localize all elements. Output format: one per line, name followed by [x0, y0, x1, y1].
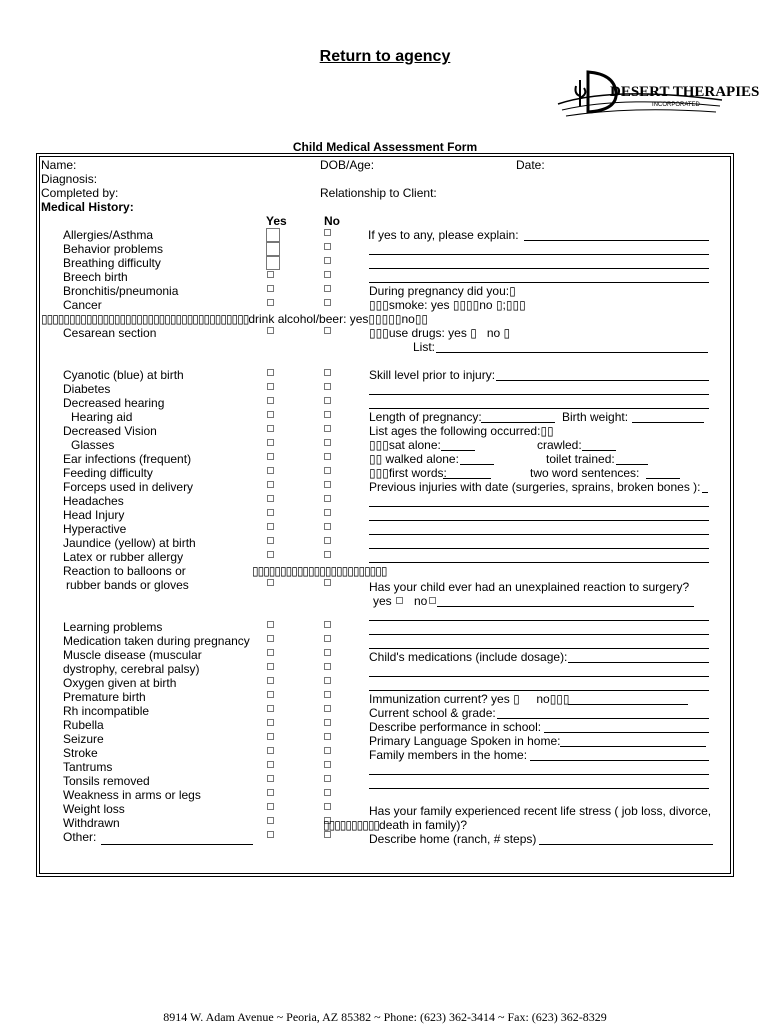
- medical-history-item: Bronchitis/pneumonia: [63, 284, 179, 298]
- no-checkbox[interactable]: [324, 383, 331, 390]
- other-input-line[interactable]: [101, 844, 253, 845]
- medical-history-item: Ear infections (frequent): [63, 452, 192, 466]
- yes-checkbox[interactable]: [267, 397, 274, 404]
- length-pregnancy-line[interactable]: [481, 422, 555, 423]
- no-checkbox[interactable]: [324, 663, 331, 670]
- medications-line[interactable]: [568, 662, 709, 663]
- no-checkbox[interactable]: [324, 299, 331, 306]
- injuries-line[interactable]: [369, 534, 709, 535]
- yes-checkbox[interactable]: [267, 691, 274, 698]
- first-words-label: ▯▯▯first words:: [369, 466, 447, 480]
- alcohol-label: drink alcohol/beer: yes: [248, 312, 369, 326]
- medical-history-item: Premature birth: [63, 690, 146, 704]
- date-label: Date:: [516, 158, 545, 172]
- yes-checkbox[interactable]: [267, 551, 274, 558]
- language-label: Primary Language Spoken in home:: [369, 734, 561, 748]
- no-checkbox[interactable]: [324, 719, 331, 726]
- medical-history-item: Weakness in arms or legs: [63, 788, 201, 802]
- no-checkbox[interactable]: [324, 803, 331, 810]
- no-checkbox[interactable]: [324, 495, 331, 502]
- skill-level-label: Skill level prior to injury:: [369, 368, 496, 382]
- no-checkbox[interactable]: [324, 831, 331, 838]
- no-checkbox[interactable]: [324, 621, 331, 628]
- page-title: Return to agency: [319, 48, 451, 65]
- no-checkbox[interactable]: [324, 271, 331, 278]
- immunization-line[interactable]: [568, 704, 688, 705]
- yes-checkbox[interactable]: [267, 663, 274, 670]
- explain-line[interactable]: [369, 254, 709, 255]
- no-checkbox[interactable]: [324, 537, 331, 544]
- medical-history-item: Tantrums: [63, 760, 113, 774]
- pregnancy-label: During pregnancy did you:▯: [369, 284, 516, 298]
- yes-checkbox[interactable]: [267, 285, 274, 292]
- two-word-line[interactable]: [646, 478, 680, 479]
- medical-history-item: Headaches: [63, 494, 124, 508]
- list-ages-label: List ages the following occurred:▯▯: [369, 424, 554, 438]
- logo-text: DESERT THERAPIES: [610, 84, 760, 100]
- medical-history-item: Cyanotic (blue) at birth: [63, 368, 184, 382]
- crawled-line[interactable]: [582, 450, 616, 451]
- medical-history-item: Cesarean section: [63, 326, 157, 340]
- no-checkbox[interactable]: [324, 257, 331, 264]
- no-checkbox[interactable]: [324, 467, 331, 474]
- medical-history-heading: Medical History:: [41, 200, 134, 214]
- no-checkbox[interactable]: [324, 229, 331, 236]
- garbled-glyphs: ▯▯▯▯▯▯▯▯▯▯▯▯▯▯▯▯▯▯▯▯▯▯▯▯▯▯▯▯▯▯▯▯▯▯▯▯▯: [41, 312, 249, 326]
- sat-alone-label: ▯▯▯sat alone:: [369, 438, 441, 452]
- two-word-label: two word sentences:: [530, 466, 640, 480]
- yes-checkbox[interactable]: [267, 411, 274, 418]
- yes-checkbox[interactable]: [267, 705, 274, 712]
- yes-checkbox[interactable]: [267, 481, 274, 488]
- yes-checkbox[interactable]: [267, 327, 274, 334]
- surgery-explain-line[interactable]: [437, 606, 694, 607]
- immunization-label: Immunization current? yes ▯ no▯▯▯: [369, 692, 570, 706]
- medical-history-item: Hyperactive: [63, 522, 127, 536]
- medical-history-item: Breech birth: [63, 270, 128, 284]
- yes-checkbox[interactable]: [267, 271, 274, 278]
- no-checkbox[interactable]: [324, 747, 331, 754]
- explain-line[interactable]: [369, 282, 709, 283]
- no-checkbox[interactable]: [324, 425, 331, 432]
- injuries-line[interactable]: [369, 506, 709, 507]
- birth-weight-label: Birth weight:: [562, 410, 629, 424]
- no-column-header: No: [324, 214, 340, 228]
- smoke-question: ▯▯▯smoke: yes ▯▯▯▯no ▯;▯▯▯: [369, 298, 526, 312]
- medical-history-item: Decreased hearing: [63, 396, 165, 410]
- yes-checkbox[interactable]: [267, 509, 274, 516]
- no-checkbox[interactable]: [324, 635, 331, 642]
- crawled-label: crawled:: [537, 438, 582, 452]
- medical-history-item: Forceps used in delivery: [63, 480, 194, 494]
- yes-checkbox[interactable]: [267, 817, 274, 824]
- yes-checkbox[interactable]: [267, 467, 274, 474]
- medical-history-item: Reaction to balloons or: [63, 564, 186, 578]
- toilet-trained-line[interactable]: [616, 464, 648, 465]
- no-checkbox[interactable]: [324, 775, 331, 782]
- medical-history-item: Latex or rubber allergy: [63, 550, 184, 564]
- medical-history-item: Weight loss: [63, 802, 125, 816]
- alcohol-question: ▯▯▯▯▯▯▯▯▯▯▯▯▯▯▯▯▯▯▯▯▯▯▯▯▯▯▯▯▯▯▯▯▯▯▯▯▯drink alcohol/beer: yes▯▯▯▯▯no▯▯: [41, 312, 429, 326]
- injuries-line[interactable]: [369, 562, 709, 563]
- logo-cactus: [576, 80, 586, 106]
- life-stress-label: Has your family experienced recent life stress ( job loss, divorce,: [369, 804, 712, 818]
- surgery-explain-line[interactable]: [369, 648, 709, 649]
- medical-history-item: Head Injury: [63, 508, 125, 522]
- injuries-line[interactable]: [369, 548, 709, 549]
- medical-history-item: Stroke: [63, 746, 98, 760]
- no-checkbox[interactable]: [324, 705, 331, 712]
- yes-column-header: Yes: [266, 214, 287, 228]
- relationship-label: Relationship to Client:: [320, 186, 437, 200]
- medical-history-item: Breathing difficulty: [63, 256, 161, 270]
- describe-home-label: Describe home (ranch, # steps): [369, 832, 537, 846]
- school-grade-line[interactable]: [497, 718, 709, 719]
- no-checkbox[interactable]: [324, 551, 331, 558]
- medical-history-item: Feeding difficulty: [63, 466, 153, 480]
- skill-line[interactable]: [369, 408, 709, 409]
- yes-checkbox[interactable]: [267, 495, 274, 502]
- medications-label: Child's medications (include dosage):: [369, 650, 568, 664]
- medical-history-item: Rh incompatible: [63, 704, 150, 718]
- footer-address: 8914 W. Adam Avenue ~ Peoria, AZ 85382 ~ Phone: (623) 362-3414 ~ Fax: (623) 362-8329: [163, 1010, 607, 1024]
- medical-history-item: rubber bands or gloves: [66, 578, 189, 592]
- medical-history-item: Other:: [63, 830, 97, 844]
- injuries-line[interactable]: [702, 492, 708, 493]
- yes-checkbox[interactable]: [267, 439, 274, 446]
- walked-alone-label: ▯▯ walked alone:: [369, 452, 459, 466]
- surgery-reaction-label: Has your child ever had an unexplained reaction to surgery?: [369, 580, 690, 594]
- yes-checkbox[interactable]: [267, 453, 274, 460]
- medications-line[interactable]: [369, 676, 709, 677]
- no-checkbox[interactable]: [324, 649, 331, 656]
- yes-checkbox[interactable]: [267, 621, 274, 628]
- no-checkbox[interactable]: [324, 411, 331, 418]
- family-members-line[interactable]: [369, 774, 709, 775]
- no-checkbox[interactable]: [324, 789, 331, 796]
- previous-injuries-label: Previous injuries with date (surgeries, sprains, broken bones ):: [369, 480, 701, 494]
- medical-history-item: Rubella: [63, 718, 104, 732]
- no-checkbox[interactable]: [324, 579, 331, 586]
- medical-history-item: Glasses: [71, 438, 115, 452]
- school-performance-label: Describe performance in school:: [369, 720, 542, 734]
- family-members-label: Family members in the home:: [369, 748, 528, 762]
- toilet-trained-label: toilet trained:: [546, 452, 615, 466]
- yes-checkbox[interactable]: [267, 677, 274, 684]
- medical-history-item: Diabetes: [63, 382, 111, 396]
- sat-alone-line[interactable]: [441, 450, 475, 451]
- company-logo: [552, 66, 760, 124]
- medical-history-item: dystrophy, cerebral palsy): [63, 662, 200, 676]
- medical-history-item: Medication taken during pregnancy: [63, 634, 250, 648]
- name-label: Name:: [41, 158, 77, 172]
- yes-checkbox[interactable]: [267, 789, 274, 796]
- completed-by-label: Completed by:: [41, 186, 119, 200]
- school-grade-label: Current school & grade:: [369, 706, 496, 720]
- form-title: Child Medical Assessment Form: [292, 140, 478, 154]
- yes-checkbox[interactable]: [267, 523, 274, 530]
- yes-checkbox[interactable]: [267, 635, 274, 642]
- injuries-line[interactable]: [369, 520, 709, 521]
- skill-line[interactable]: [496, 380, 709, 381]
- surgery-explain-line[interactable]: [369, 634, 709, 635]
- surgery-yes-checkbox[interactable]: [396, 597, 403, 604]
- logo-subtext: INCORPORATED: [652, 102, 700, 108]
- describe-home-line[interactable]: [539, 844, 713, 845]
- no-checkbox[interactable]: [324, 677, 331, 684]
- diagnosis-label: Diagnosis:: [41, 172, 98, 186]
- yes-checkbox[interactable]: [267, 803, 274, 810]
- no-checkbox[interactable]: [324, 397, 331, 404]
- yes-checkbox[interactable]: [267, 537, 274, 544]
- surgery-yes-label: yes: [373, 594, 392, 608]
- explain-line[interactable]: [369, 268, 709, 269]
- no-checkbox[interactable]: [324, 761, 331, 768]
- no-checkbox[interactable]: [324, 243, 331, 250]
- no-checkbox[interactable]: [324, 509, 331, 516]
- walked-alone-line[interactable]: [460, 464, 494, 465]
- medical-history-item: Muscle disease (muscular: [63, 648, 202, 662]
- dob-age-label: DOB/Age:: [320, 158, 375, 172]
- garbled-glyphs: ▯▯▯▯▯▯▯▯▯▯▯▯▯▯▯▯▯▯▯▯▯▯▯▯: [252, 564, 387, 578]
- family-members-line[interactable]: [369, 788, 709, 789]
- family-members-line[interactable]: [530, 760, 709, 761]
- medications-line[interactable]: [369, 690, 709, 691]
- medical-history-item: Hearing aid: [71, 410, 133, 424]
- birth-weight-line[interactable]: [632, 422, 704, 423]
- yes-checkbox[interactable]: [267, 775, 274, 782]
- yes-checkbox[interactable]: [267, 761, 274, 768]
- yes-checkbox[interactable]: [267, 831, 274, 838]
- no-checkbox[interactable]: [324, 439, 331, 446]
- no-checkbox[interactable]: [324, 733, 331, 740]
- medical-history-item: Allergies/Asthma: [63, 228, 154, 242]
- medical-history-item: Oxygen given at birth: [63, 676, 177, 690]
- medical-history-item: Cancer: [63, 298, 102, 312]
- surgery-no-label: no: [414, 594, 428, 608]
- yes-checkbox[interactable]: [267, 747, 274, 754]
- length-pregnancy-label: Length of pregnancy:: [369, 410, 482, 424]
- medical-history-item: Behavior problems: [63, 242, 164, 256]
- alcohol-no-label: no: [401, 312, 415, 326]
- medical-history-item: Learning problems: [63, 620, 163, 634]
- surgery-explain-line[interactable]: [369, 620, 709, 621]
- drugs-question: ▯▯▯use drugs: yes ▯ no ▯: [369, 326, 511, 340]
- medical-history-item: Tonsils removed: [63, 774, 150, 788]
- skill-line[interactable]: [369, 394, 709, 395]
- explain-line[interactable]: [524, 240, 709, 241]
- medical-history-item: Jaundice (yellow) at birth: [63, 536, 196, 550]
- medical-history-item: Decreased Vision: [63, 424, 157, 438]
- yes-checkbox[interactable]: [267, 299, 274, 306]
- yes-checkbox[interactable]: [266, 228, 280, 242]
- medical-history-item: Seizure: [63, 732, 104, 746]
- first-words-line[interactable]: [443, 478, 491, 479]
- surgery-no-checkbox[interactable]: [429, 597, 436, 604]
- no-checkbox[interactable]: [324, 285, 331, 292]
- list-label: List:: [413, 340, 436, 354]
- no-checkbox[interactable]: [324, 327, 331, 334]
- yes-checkbox[interactable]: [267, 719, 274, 726]
- no-checkbox[interactable]: [324, 523, 331, 530]
- yes-checkbox[interactable]: [267, 733, 274, 740]
- no-checkbox[interactable]: [324, 481, 331, 488]
- no-checkbox[interactable]: [324, 369, 331, 376]
- yes-checkbox[interactable]: [267, 579, 274, 586]
- yes-checkbox[interactable]: [267, 425, 274, 432]
- death-in-family-label: ▯▯▯▯▯▯▯▯▯▯death in family)?: [323, 818, 468, 832]
- school-performance-line[interactable]: [544, 732, 709, 733]
- yes-checkbox[interactable]: [266, 242, 280, 256]
- yes-checkbox[interactable]: [267, 649, 274, 656]
- yes-checkbox[interactable]: [267, 369, 274, 376]
- no-checkbox[interactable]: [324, 453, 331, 460]
- medical-history-item: Withdrawn: [63, 816, 120, 830]
- if-yes-explain-label: If yes to any, please explain:: [368, 228, 519, 242]
- yes-checkbox[interactable]: [267, 383, 274, 390]
- yes-checkbox[interactable]: [266, 256, 280, 270]
- list-line[interactable]: [436, 352, 708, 353]
- no-checkbox[interactable]: [324, 691, 331, 698]
- language-line[interactable]: [560, 746, 706, 747]
